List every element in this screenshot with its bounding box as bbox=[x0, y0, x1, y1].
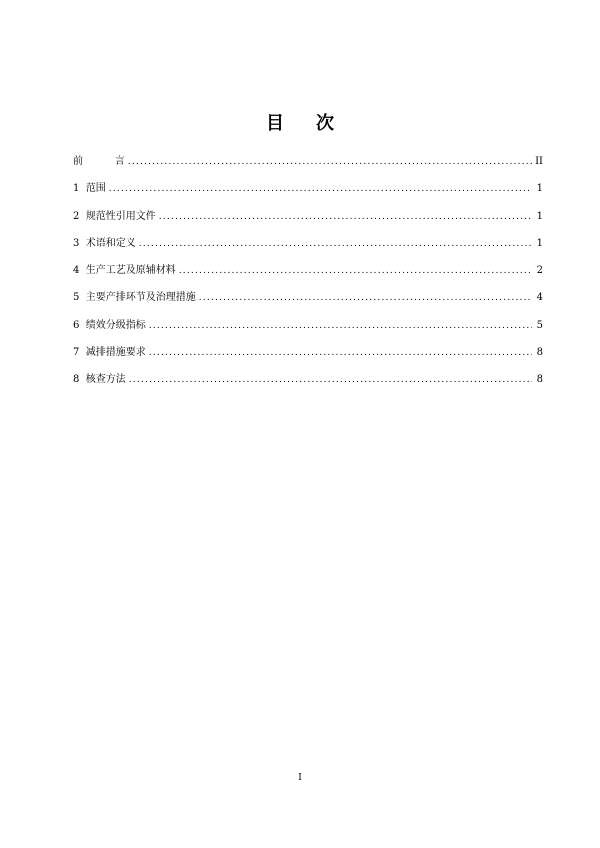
toc-entry-production-process[interactable] bbox=[73, 264, 543, 291]
toc-entry-terms-definitions[interactable] bbox=[73, 237, 543, 264]
toc-entry-page: 1 bbox=[536, 237, 543, 249]
toc-entry-label: 2 规范性引用文件 bbox=[73, 210, 156, 222]
toc-entry-emission-links[interactable] bbox=[73, 291, 543, 318]
toc-entry-label: 前 言 bbox=[73, 156, 125, 167]
toc-entry-normative-references[interactable] bbox=[73, 210, 543, 237]
toc-dot-leader bbox=[199, 291, 532, 305]
toc-dot-leader bbox=[139, 237, 532, 251]
toc-entry-label: 4 生产工艺及原辅材料 bbox=[73, 265, 176, 277]
toc-dot-leader bbox=[149, 319, 532, 333]
toc-entry-page: 8 bbox=[536, 347, 543, 359]
toc-dot-leader bbox=[179, 264, 532, 278]
page-title: 目次 bbox=[266, 113, 366, 134]
toc-entry-page: 2 bbox=[536, 265, 543, 277]
toc-entry-label: 6 绩效分级指标 bbox=[73, 319, 146, 331]
toc-dot-leader bbox=[128, 155, 532, 169]
toc-dot-leader bbox=[109, 182, 532, 196]
table-of-contents bbox=[73, 155, 543, 401]
toc-entry-label: 8 核查方法 bbox=[73, 374, 126, 386]
toc-entry-label: 7 减排措施要求 bbox=[73, 347, 146, 359]
toc-entry-page: 4 bbox=[536, 292, 543, 304]
toc-entry-reduction-requirements[interactable] bbox=[73, 346, 543, 373]
toc-dot-leader bbox=[129, 373, 532, 387]
toc-entry-label: 5 主要产排环节及治理措施 bbox=[73, 292, 196, 304]
toc-entry-foreword[interactable] bbox=[73, 155, 543, 182]
toc-dot-leader bbox=[159, 210, 532, 224]
toc-entry-page: 1 bbox=[536, 183, 543, 195]
toc-dot-leader bbox=[149, 346, 532, 360]
toc-entry-page: II bbox=[535, 156, 543, 167]
toc-entry-page: 1 bbox=[536, 210, 543, 222]
toc-entry-scope[interactable] bbox=[73, 182, 543, 209]
toc-entry-page: 5 bbox=[536, 319, 543, 331]
page-number: I bbox=[298, 773, 302, 783]
toc-entry-verification-methods[interactable] bbox=[73, 373, 543, 400]
toc-entry-label: 1 范围 bbox=[73, 183, 106, 195]
toc-entry-label: 3 术语和定义 bbox=[73, 237, 136, 249]
toc-entry-performance-indicators[interactable] bbox=[73, 319, 543, 346]
toc-entry-page: 8 bbox=[536, 374, 543, 386]
